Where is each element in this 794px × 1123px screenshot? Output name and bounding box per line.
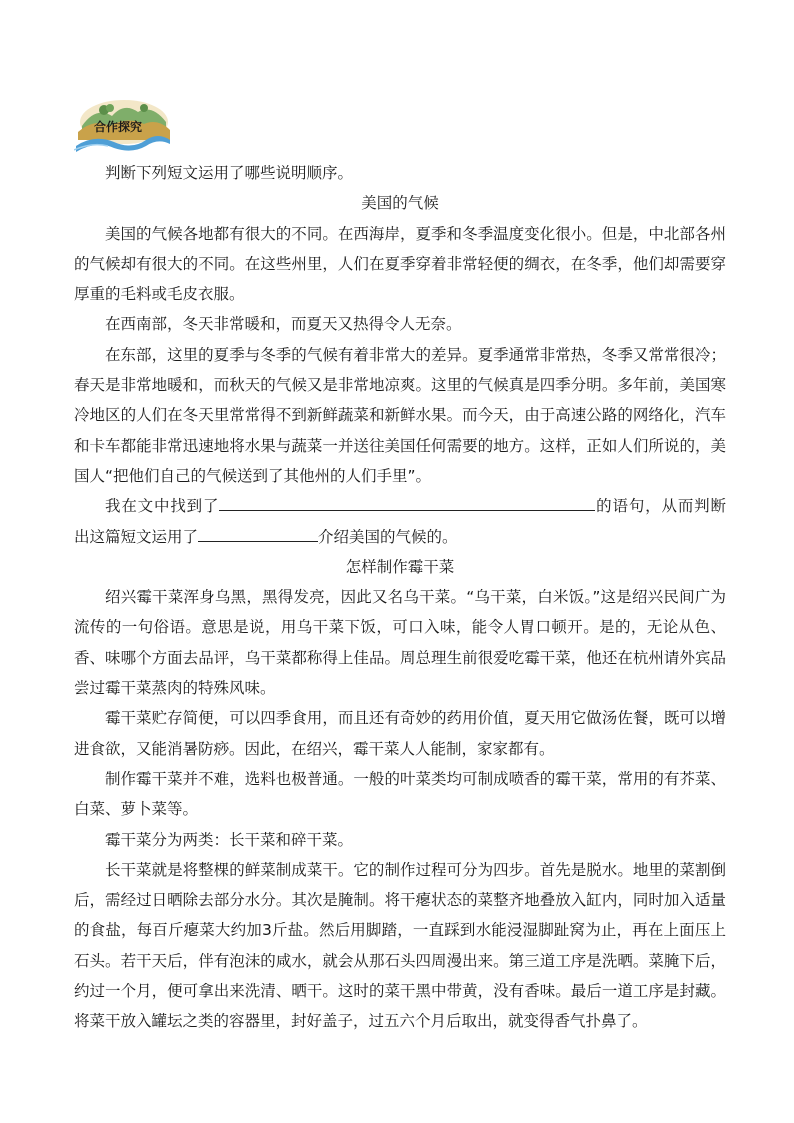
article2-paragraph: 制作霉干菜并不难，选料也极普通。一般的叶菜类均可制成喷香的霉干菜，常用的有芥菜、白菜、萝卜菜等。 [74, 769, 726, 819]
article1-title: 美国的气候 [361, 194, 439, 213]
answer-blank-1[interactable] [219, 493, 595, 511]
badge-label: 合作探究 [94, 120, 143, 134]
instruction-text: 判断下列短文运用了哪些说明顺序。 [105, 164, 354, 182]
article2-paragraph: 绍兴霉干菜浑身乌黑，黑得发亮，因此又名乌干菜。“乌干菜，白米饭。”这是绍兴民间广为流传的一句俗语。意思是说，用乌干菜下饭，可口入味，能令人胃口顿开。是的，无论从色、香、味哪个方面去品评，乌干菜都称得上佳品。周总理生前很爱吃霉干菜，他还在杭州请外宾品尝过霉干菜蒸肉的特殊风味。 [74, 588, 726, 698]
article2-paragraph: 霉干菜贮存简便，可以四季食用，而且还有奇妙的药用价值，夏天用它做汤佐餐，既可以增进食欲，又能消暑防痧。因此，在绍兴，霉干菜人人能制，家家都有。 [74, 709, 726, 758]
fill-text-2: 的语句，从而判断出这篇短文运用了 [74, 497, 726, 546]
section-badge [74, 96, 172, 152]
article1-paragraph: 美国的气候各地都有很大的不同。在西海岸，夏季和冬季温度变化很小。但是，中北部各州的气候却有很大的不同。在这些州里，人们在夏季穿着非常轻便的绸衣，在冬季，他们却需要穿厚重的毛料或毛皮衣服。 [74, 224, 726, 304]
article1-paragraph: 在西南部，冬天非常暖和，而夏天又热得令人无奈。 [105, 315, 462, 334]
document-page [74, 96, 726, 1037]
fill-text-1: 我在文中找到了 [105, 497, 220, 516]
answer-blank-2[interactable] [198, 524, 318, 542]
article2-paragraph: 霉干菜分为两类：长干菜和碎干菜。 [105, 830, 354, 849]
article2-paragraph: 长干菜就是将整棵的鲜菜制成菜干。它的制作过程可分为四步。首先是脱水。地里的菜割倒后，需经过日晒除去部分水分。其次是腌制。将干瘪状态的菜整齐地叠放入缸内，同时加入适量的食盐，每百斤瘪菜大约加3斤盐。然后用脚踏，一直踩到水能浸湿脚趾窝为止，再在上面压上石头。若干天后，伴有泡沫的咸水，就会从那石头四周漫出来。第三道工序是洗晒。菜腌下后，约过一个月，便可拿出来洗清、晒干。这时的菜干黑中带黄，没有香味。最后一道工序是封藏。将菜干放入罐坛之类的容器里，封好盖子，过五六个月后取出，就变得香气扑鼻了。 [74, 860, 726, 1031]
article2-title: 怎样制作霉干菜 [345, 557, 455, 576]
article1-paragraph: 在东部，这里的夏季与冬季的气候有着非常大的差异。夏季通常非常热，冬季又常常很冷；春天是非常地暖和，而秋天的气候又是非常地凉爽。这里的气候真是四季分明。多年前，美国寒冷地区的人们在冬天里常常得不到新鲜蔬菜和新鲜水果。而今天，由于高速公路的网络化，汽车和卡车都能非常迅速地将水果与蔬菜一并送往美国任何需要的地方。这样，正如人们所说的，美国人“把他们自己的气候送到了其他州的人们手里”。 [74, 345, 726, 485]
fill-in-question [74, 491, 726, 552]
fill-text-3: 介绍美国的气候的。 [318, 527, 458, 546]
